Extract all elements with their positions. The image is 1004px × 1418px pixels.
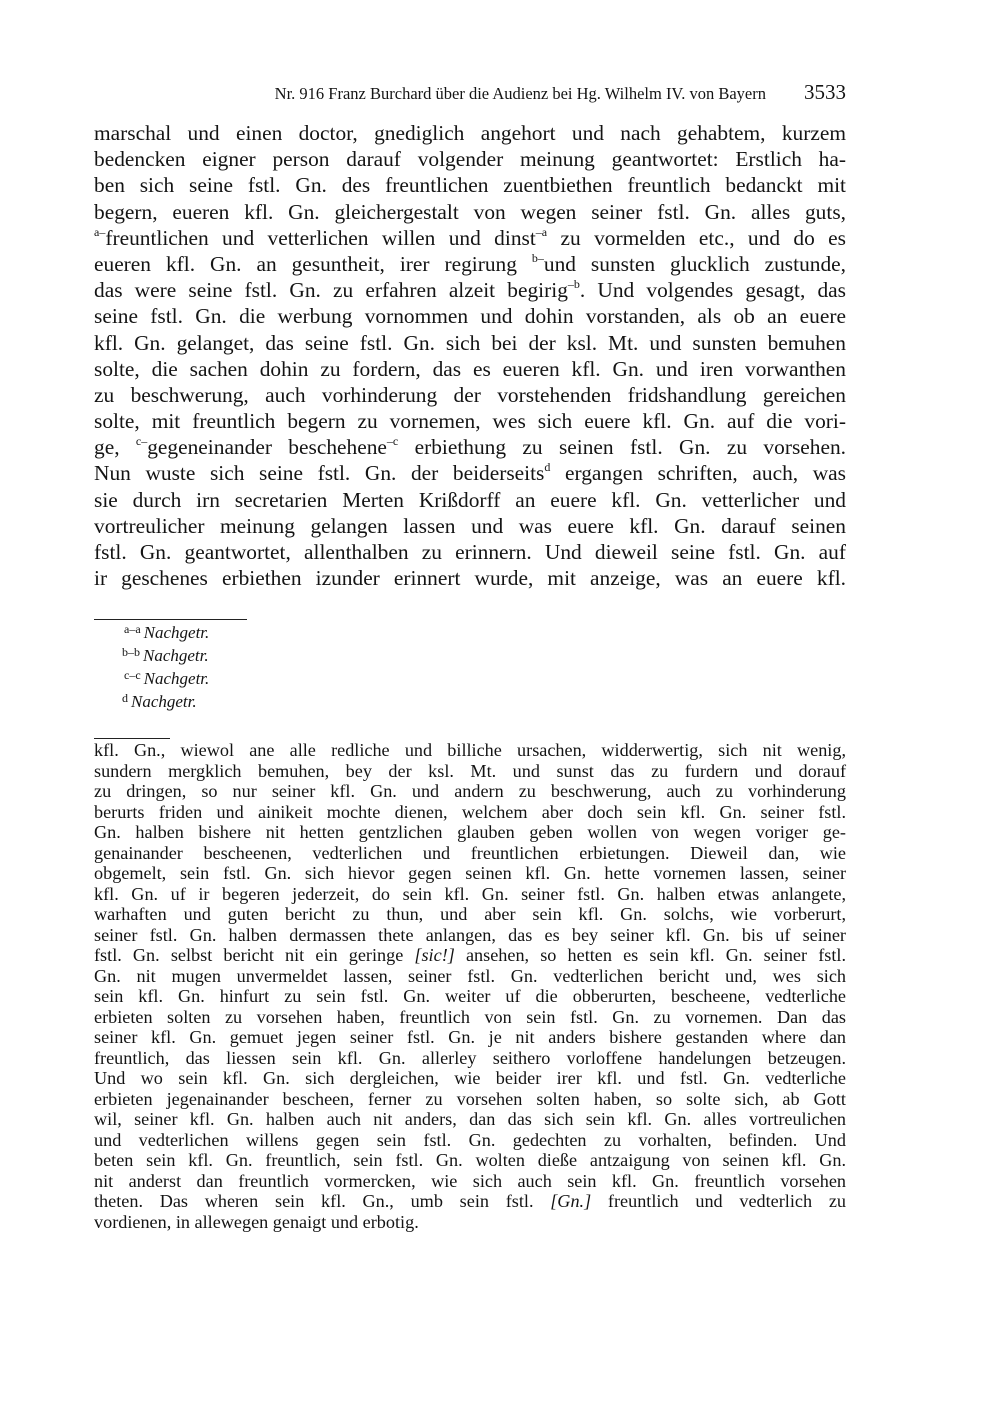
text-line [94, 460, 846, 486]
text-line [94, 1007, 846, 1028]
apparatus-mark: –b [567, 277, 580, 291]
text-segment: . Und volgendes gesagt, das [579, 278, 846, 303]
text-segment: vordienen, in allewegen genaigt und erbotig. [94, 1211, 419, 1232]
continuation-text-block [94, 740, 846, 1232]
footnote-text: Nachgetr. [131, 692, 197, 711]
apparatus-mark: –a [535, 224, 548, 239]
text-line [94, 199, 846, 225]
text-line [94, 1171, 846, 1192]
text-line [94, 1048, 846, 1069]
text-segment: und sunsten glucklich zustunde, [543, 251, 846, 276]
page-number: 3533 [804, 80, 846, 104]
text-segment: kfl. Gn., wiewol ane alle redliche und billiche ursachen, widderwertig, sich nit wenig, [94, 740, 846, 760]
text-line [94, 884, 846, 905]
footnote-text: Nachgetr. [143, 623, 210, 642]
text-segment: theten. Das wheren sein kfl. Gn., umb sein fstl. [94, 1191, 551, 1211]
footnote [94, 622, 594, 645]
text-line [94, 487, 846, 513]
text-line [94, 146, 846, 172]
text-segment: eueren kfl. Gn. an gesuntheit, irer regirung [94, 251, 532, 276]
text-segment: erbieten solten zu vorsehen haben, freuntlich von sein fstl. Gn. zu vornemen. Dan das [94, 1006, 846, 1027]
text-segment: seiner fstl. Gn. halben dermassen thete anlangen, das es bey seiner kfl. Gn. bis uf seiner [94, 924, 846, 945]
text-line [94, 513, 846, 539]
footnote-text: Nachgetr. [143, 669, 210, 688]
text-segment: gegeneinander beschehene [147, 435, 387, 460]
text-line [94, 1109, 846, 1130]
footnote-mark: b–b [122, 645, 140, 659]
text-segment: beten sein kfl. Gn. freuntlich, sein fstl. Gn. wolten dieße antzaigung von seinen kfl. Gn. [94, 1150, 846, 1170]
text-segment: Nun wuste sich seine fstl. Gn. der beiderseits [94, 461, 545, 486]
continuation-separator [94, 738, 170, 739]
text-segment: wil, seiner kfl. Gn. halben auch nit anders, dan das sich sein kfl. Gn. alles vortreulichen [94, 1109, 846, 1129]
text-line [94, 251, 846, 277]
text-line [94, 1191, 846, 1212]
footnote [94, 691, 594, 714]
text-segment: zu dringen, so nur seiner kfl. Gn. und andern zu beschwerung, auch zu vorhinderung [94, 781, 846, 801]
text-line [94, 863, 846, 884]
text-segment: zu vormelden etc., und do es [547, 225, 846, 250]
text-line [94, 434, 846, 460]
text-segment: warhaften und guten bericht zu thun, und aber sein kfl. Gn. solchs, wie vorberurt, [94, 904, 846, 924]
text-line [94, 1150, 846, 1171]
text-segment: ergangen schriften, auch, was [550, 461, 846, 486]
text-segment: ansehen, so hetten es sein kfl. Gn. seiner fstl. [454, 945, 846, 965]
footnote-mark: d [122, 691, 128, 705]
text-line [94, 539, 846, 565]
text-segment: begern, eueren kfl. Gn. gleichergestalt von wegen seiner fstl. Gn. alles guts, [94, 199, 846, 224]
text-line [94, 1089, 846, 1110]
footnote-list [94, 622, 594, 714]
text-segment: Und wo sein kfl. Gn. sich dergleichen, wie beider irer kfl. und fstl. Gn. vedterliche [94, 1068, 846, 1088]
text-segment: zu beschwerung, auch vorhinderung der vorstehenden fridshandlung gereichen [94, 382, 846, 407]
text-line [94, 822, 846, 843]
text-line [94, 781, 846, 802]
apparatus-mark: –c [386, 434, 399, 449]
text-line [94, 225, 846, 251]
text-segment: fstl. Gn. geantwortet, allenthalben zu erinnern. Und dieweil seine fstl. Gn. auf [94, 540, 846, 564]
text-line [94, 120, 846, 146]
footnote-text: Nachgetr. [143, 646, 209, 665]
text-line [94, 740, 846, 761]
text-segment: kfl. Gn. uf ir begeren jederzeit, do sein kfl. Gn. seiner fstl. Gn. halben etwas anlangete, [94, 883, 846, 904]
text-line [94, 1212, 846, 1233]
text-line [94, 1027, 846, 1048]
text-line [94, 925, 846, 946]
text-line [94, 1130, 846, 1151]
text-segment: kfl. Gn. gelanget, das seine fstl. Gn. sich bei der ksl. Mt. und sunsten bemuhen [94, 330, 846, 355]
text-segment: ben sich seine fstl. Gn. des freuntlichen zuentbiethen freuntlich bedanckt mit [94, 173, 846, 198]
text-segment: freuntlich, das liessen sein kfl. Gn. allerley seithero vorloffene handelungen betzeugen. [94, 1047, 846, 1068]
text-segment: erbieten jegenainander bescheen, ferner zu vorsehen solten haben, so solte sich, ab Gott [94, 1088, 846, 1109]
text-line [94, 761, 846, 782]
text-segment: freuntlichen und vetterlichen willen und dinst [105, 225, 536, 250]
text-segment: sein kfl. Gn. hinfurt zu sein fstl. Gn. weiter uf die obberurten, bescheene, vedterliche [94, 986, 846, 1006]
apparatus-mark: a– [94, 224, 106, 239]
text-segment: nit anderst dan freuntlich vormercken, wie sich auch sein kfl. Gn. freuntlich vorsehen [94, 1170, 846, 1191]
apparatus-mark: b– [531, 250, 544, 265]
text-segment: solte, mit freuntlich begern zu vornemen, wes sich euere kfl. Gn. auf die vori- [94, 409, 846, 434]
text-line [94, 802, 846, 823]
text-line [94, 1068, 846, 1089]
text-line [94, 966, 846, 987]
text-segment: seiner kfl. Gn. gemuet jegen seiner fstl. Gn. je nit anders bishere gestanden where dan [94, 1027, 846, 1047]
text-line [94, 904, 846, 925]
text-segment: vortreulicher meinung gelangen lassen und was euere kfl. Gn. darauf seinen [94, 513, 846, 538]
footnote [94, 645, 594, 668]
apparatus-mark: c– [135, 434, 148, 449]
footnote [94, 668, 594, 691]
text-segment: obgemelt, sein fstl. Gn. sich hievor gegen seinen kfl. Gn. hette vornemen lassen, seiner [94, 863, 846, 883]
text-segment: solte, die sachen dohin zu fordern, das es eueren kfl. Gn. und iren vorwanthen [94, 356, 846, 381]
text-segment: fstl. Gn. selbst bericht nit ein geringe [94, 945, 415, 965]
main-text-block [94, 120, 846, 591]
footnote-mark: a–a [124, 622, 141, 636]
footnote-separator [94, 619, 247, 620]
text-segment: Gn. nit mugen unvermeldet lassen, seiner fstl. Gn. vedterlichen bericht und, wes sich [94, 965, 846, 986]
apparatus-mark: d [544, 460, 551, 475]
editorial-note: [Gn.] [550, 1191, 592, 1211]
text-line [94, 843, 846, 864]
text-segment: das were seine fstl. Gn. zu erfahren alzeit begirig [94, 278, 568, 303]
text-line [94, 277, 846, 303]
text-segment: Gn. halben bishere nit hetten gentzlichen glauben geben wollen von wegen voriger ge- [94, 822, 846, 842]
text-line [94, 408, 846, 434]
text-line [94, 303, 846, 329]
text-segment: sie durch irn secretarien Merten Krißdorff an euere kfl. Gn. vetterlicher und [94, 487, 846, 512]
text-line [94, 330, 846, 356]
header-title: Nr. 916 Franz Burchard über die Audienz bei Hg. Wilhelm IV. von Bayern [274, 84, 766, 103]
text-line [94, 172, 846, 198]
running-header [94, 80, 846, 110]
text-segment: freuntlich und vedterlich zu [591, 1191, 846, 1211]
text-segment: berurts friden und ainikeit mochte dienen, welchem aber doch sein kfl. Gn. seiner fstl. [94, 801, 846, 822]
text-line [94, 945, 846, 966]
text-segment: genainander bescheenen, vedterlichen und freuntlichen erbietungen. Dieweil dan, wie [94, 842, 846, 863]
text-segment: sundern mergklich bemuhen, bey der ksl. Mt. und sunst das zu furdern und dorauf [94, 760, 846, 781]
footnote-mark: c–c [124, 668, 141, 682]
text-segment: und vedterlichen willens gegen sein fstl. Gn. gedechten zu vorhalten, befinden. Und [94, 1129, 846, 1150]
text-line [94, 382, 846, 408]
text-segment: marschal und einen doctor, gnediglich angehort und nach gehabtem, kurzem [94, 121, 846, 145]
text-segment: erbiethung zu seinen fstl. Gn. zu vorsehen. [398, 435, 846, 460]
text-line [94, 565, 846, 591]
text-segment: seine fstl. Gn. die werbung vornommen und dohin vorstanden, als ob an euere [94, 304, 846, 329]
editorial-note: [sic!] [414, 945, 455, 965]
text-segment: ge, [94, 435, 136, 460]
text-line [94, 986, 846, 1007]
text-segment: ir geschenes erbiethen izunder erinnert wurde, mit anzeige, was an euere kfl. [94, 566, 846, 591]
text-line [94, 356, 846, 382]
text-segment: bedencken eigner person darauf volgender meinung geantwortet: Erstlich ha- [94, 147, 846, 172]
